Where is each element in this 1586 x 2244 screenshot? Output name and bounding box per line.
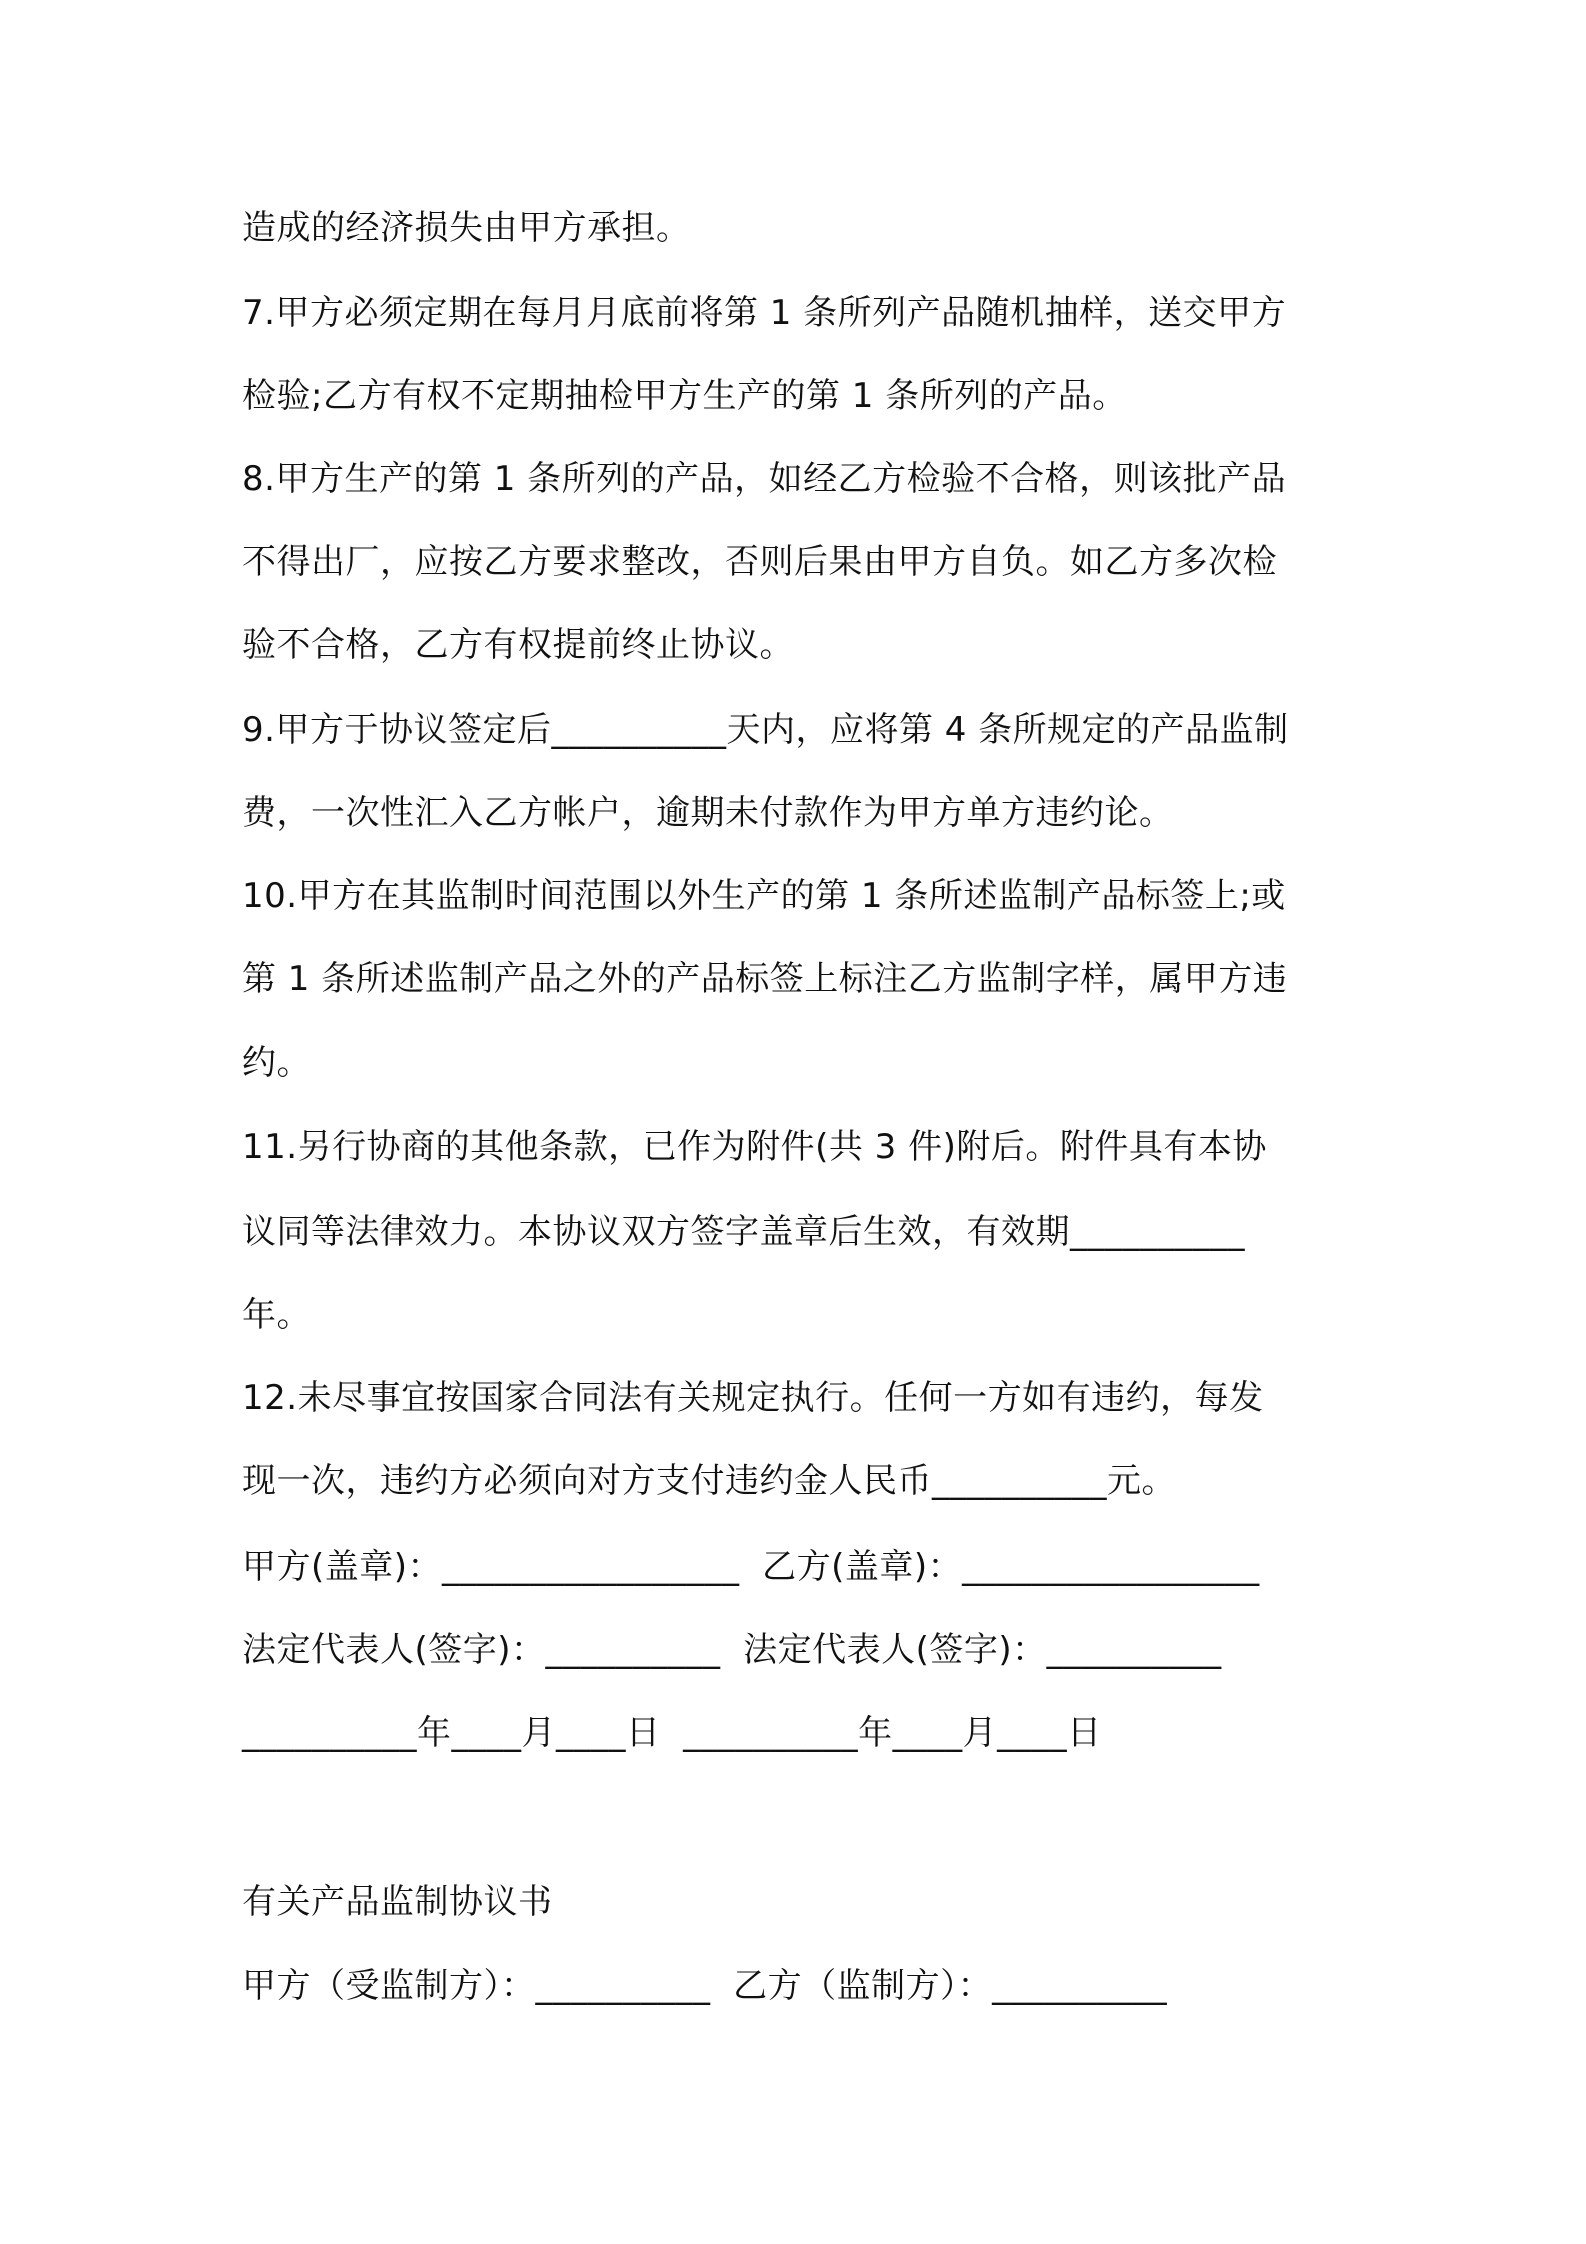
clause-12-line-1: 12.未尽事宜按国家合同法有关规定执行。任何一方如有违约，每发 <box>242 1378 1264 1418</box>
clause-11-line-3: 年。 <box>242 1295 311 1335</box>
clause-7-line-1: 7.甲方必须定期在每月月底前将第 1 条所列产品随机抽样，送交甲方 <box>242 293 1287 333</box>
clause-8-line-1: 8.甲方生产的第 1 条所列的产品，如经乙方检验不合格，则该批产品 <box>242 459 1287 499</box>
section-title: 有关产品监制协议书 <box>242 1882 553 1922</box>
clause-10-line-3: 约。 <box>242 1043 311 1083</box>
clause-9-line-1: 9.甲方于协议签定后__________天内，应将第 4 条所规定的产品监制 <box>242 710 1289 750</box>
clause-8-line-2: 不得出厂，应按乙方要求整改，否则后果由甲方自负。如乙方多次检 <box>242 542 1277 582</box>
clause-10-line-2: 第 1 条所述监制产品之外的产品标签上标注乙方监制字样，属甲方违 <box>242 959 1288 999</box>
parties-line: 甲方（受监制方）：__________ 乙方（监制方）：__________ <box>242 1966 1168 2006</box>
clause-11-line-2: 议同等法律效力。本协议双方签字盖章后生效，有效期__________ <box>242 1212 1245 1252</box>
clause-7-line-2: 检验;乙方有权不定期抽检甲方生产的第 1 条所列的产品。 <box>242 376 1127 416</box>
clause-9-line-2: 费，一次性汇入乙方帐户，逾期未付款作为甲方单方违约论。 <box>242 793 1174 833</box>
clause-8-line-3: 验不合格，乙方有权提前终止协议。 <box>242 625 794 665</box>
clause-11-line-1: 11.另行协商的其他条款，已作为附件(共 3 件)附后。附件具有本协 <box>242 1127 1267 1167</box>
signature-line: 法定代表人(签字)：__________ 法定代表人(签字)：__________ <box>242 1630 1222 1670</box>
paragraph-line: 造成的经济损失由甲方承担。 <box>242 208 691 248</box>
seal-line: 甲方(盖章)：_________________ 乙方(盖章)：_________________ <box>242 1547 1260 1587</box>
date-line: __________年____月____日 __________年____月____日 <box>242 1713 1102 1753</box>
clause-10-line-1: 10.甲方在其监制时间范围以外生产的第 1 条所述监制产品标签上;或 <box>242 876 1286 916</box>
clause-12-line-2: 现一次，违约方必须向对方支付违约金人民币__________元。 <box>242 1461 1176 1501</box>
